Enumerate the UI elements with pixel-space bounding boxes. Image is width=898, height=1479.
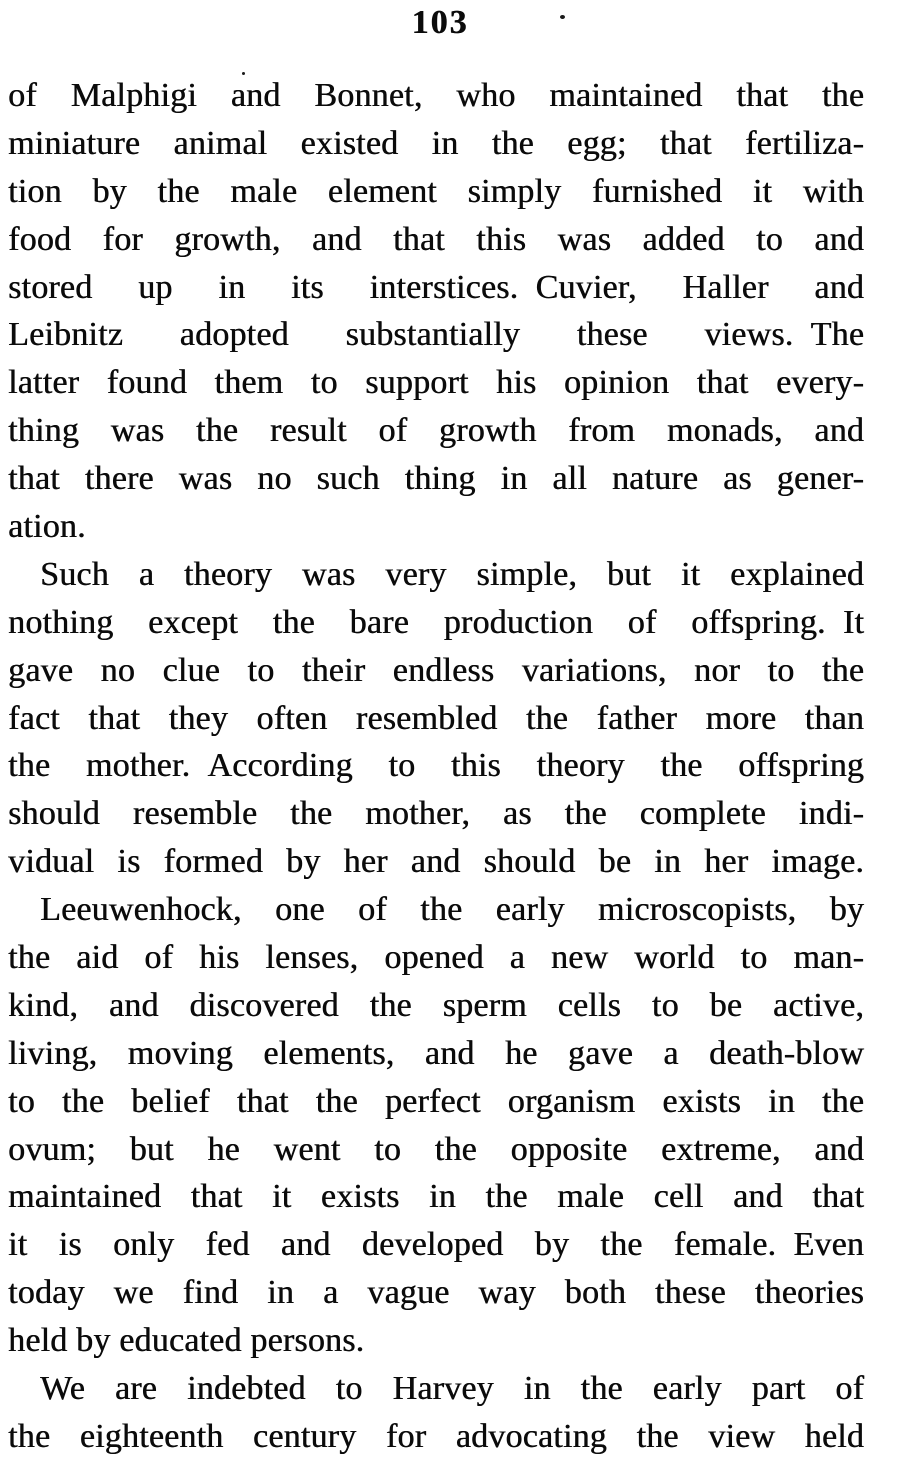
text-line: gave no clue to their endless variations, nor to the [8, 651, 864, 689]
paragraph [8, 1365, 864, 1461]
page-number: 103 [411, 4, 469, 41]
text-line: Leibnitz adopted substantially these views. The [8, 316, 864, 354]
text-line: kind, and discovered the sperm cells to be active, [8, 986, 864, 1024]
text-line: latter found them to support his opinion that every- [8, 364, 864, 402]
page-text [8, 72, 864, 1461]
text-line: of Malphigi and Bonnet, who maintained that the [8, 77, 864, 114]
text-line: the mother. According to this theory the offspring [8, 747, 864, 785]
text-line: the eighteenth century for advocating the view held [8, 1417, 864, 1455]
text-line: nothing except the bare production of offspring. It [8, 603, 864, 641]
paragraph [8, 886, 864, 1365]
text-line: held by educated persons. [8, 1322, 365, 1360]
text-line: to the belief that the perfect organism exists in the [8, 1082, 864, 1120]
text-line: that there was no such thing in all nature as gener- [8, 460, 864, 498]
text-line: thing was the result of growth from monads, and [8, 412, 864, 450]
scan-speck [560, 15, 565, 19]
text-line: maintained that it exists in the male cell and that [8, 1178, 864, 1216]
paragraph [8, 72, 864, 551]
text-line: miniature animal existed in the egg; that fertiliza- [8, 124, 864, 162]
text-line: it is only fed and developed by the female. Even [8, 1226, 864, 1264]
paragraph [8, 551, 864, 886]
text-line: today we find in a vague way both these theories [8, 1274, 864, 1312]
text-line: tion by the male element simply furnished it with [8, 172, 864, 210]
text-line: vidual is formed by her and should be in her image. [8, 843, 864, 881]
text-line: stored up in its interstices. Cuvier, Haller and [8, 268, 864, 306]
text-line: Leeuwenhock, one of the early microscopists, by [40, 891, 864, 929]
text-line: ation. [8, 508, 86, 546]
text-line: We are indebted to Harvey in the early part of [40, 1370, 864, 1408]
text-line: the aid of his lenses, opened a new world to man- [8, 939, 864, 977]
scan-speck [242, 72, 245, 75]
text-line: fact that they often resembled the father more than [8, 699, 864, 737]
text-line: ovum; but he went to the opposite extreme, and [8, 1130, 864, 1168]
text-line: food for growth, and that this was added to and [8, 220, 864, 258]
text-line: should resemble the mother, as the complete indi- [8, 795, 864, 833]
text-line: Such a theory was very simple, but it explained [40, 555, 864, 593]
text-line: living, moving elements, and he gave a death-blow [8, 1034, 864, 1072]
